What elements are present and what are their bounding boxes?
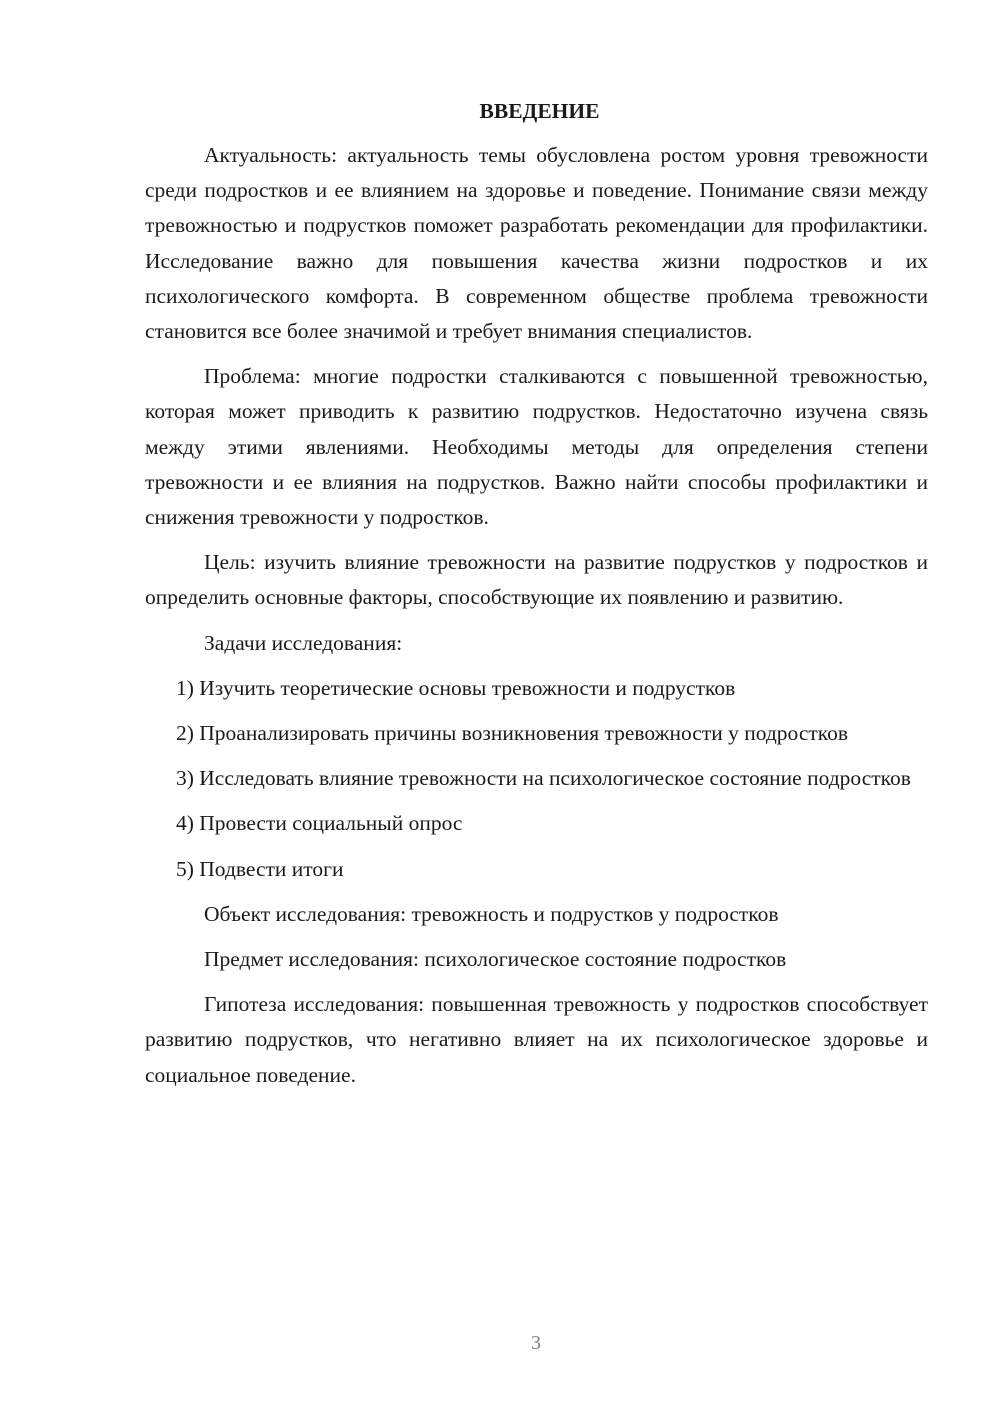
relevance-paragraph: Актуальность: актуальность темы обусловлена ростом уровня тревожности среди подростков и ее влиянием на здоровье и поведение. Понимание связи между тревожностью и подрустков поможет разработать рекомендации для профилактики. Исследование важно для повышения качества жизни подростков и их психологического комфорта. В современном обществе проблема тревожности становится все более значимой и требует внимания специалистов. (145, 143, 928, 344)
research-object: Объект исследования: тревожность и подрустков у подростков (204, 901, 779, 926)
hypothesis-paragraph: Гипотеза исследования: повышенная тревожность у подростков способствует развитию подрустков, что негативно влияет на их психологическое здоровье и социальное поведение. (145, 992, 928, 1087)
task-item-4: 4) Провести социальный опрос (176, 811, 463, 836)
problem-paragraph: Проблема: многие подростки сталкиваются с повышенной тревожностью, которая может приводить к развитию подрустков. Недостаточно изучена связь между этими явлениями. Необходимы методы для определения степени тревожности и ее влияния на подрустков. Важно найти способы профилактики и снижения тревожности у подростков. (145, 364, 928, 530)
task-item-3: 3) Исследовать влияние тревожности на психологическое состояние подростков (176, 766, 911, 791)
tasks-heading: Задачи исследования: (204, 630, 403, 655)
page-number: 3 (531, 1332, 541, 1354)
research-subject: Предмет исследования: психологическое состояние подростков (204, 947, 787, 972)
task-item-1: 1) Изучить теоретические основы тревожности и подрустков (176, 675, 736, 700)
task-item-5: 5) Подвести итоги (176, 856, 344, 881)
section-title: ВВЕДЕНИЕ (479, 99, 600, 123)
goal-paragraph: Цель: изучить влияние тревожности на развитие подрустков у подростков и определить основные факторы, способствующие их появлению и развитию. (145, 550, 928, 610)
page-content (145, 96, 928, 1103)
task-item-2: 2) Проанализировать причины возникновения тревожности у подростков (176, 721, 849, 746)
